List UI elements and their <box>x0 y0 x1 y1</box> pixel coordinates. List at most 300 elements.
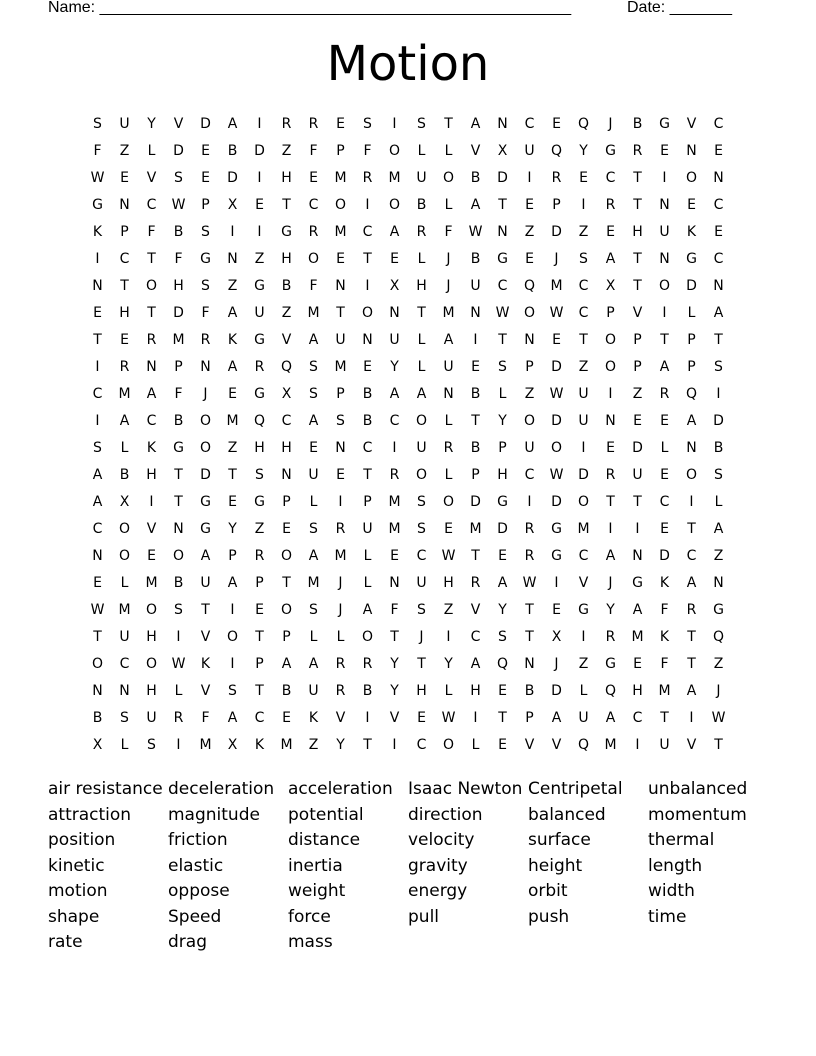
grid-letter[interactable]: Y <box>390 683 399 699</box>
grid-letter[interactable]: N <box>92 278 103 294</box>
grid-letter[interactable]: I <box>95 413 100 429</box>
grid-letter[interactable]: W <box>468 224 483 240</box>
grid-letter[interactable]: Y <box>228 521 237 537</box>
grid-letter[interactable]: D <box>686 278 697 294</box>
grid-letter[interactable]: O <box>145 278 158 294</box>
grid-letter[interactable]: O <box>577 494 590 510</box>
grid-letter[interactable]: I <box>635 737 640 753</box>
grid-letter[interactable]: B <box>416 197 427 213</box>
grid-letter[interactable]: J <box>608 116 613 132</box>
grid-letter[interactable]: T <box>282 575 291 591</box>
grid-letter[interactable]: E <box>363 359 372 375</box>
grid-letter[interactable]: I <box>527 170 532 186</box>
grid-letter[interactable]: E <box>336 467 345 483</box>
grid-letter[interactable]: J <box>338 575 343 591</box>
grid-letter[interactable]: T <box>714 332 723 348</box>
grid-letter[interactable]: M <box>334 170 347 186</box>
grid-letter[interactable]: U <box>416 170 427 186</box>
grid-letter[interactable]: A <box>308 548 319 564</box>
grid-letter[interactable]: L <box>471 737 480 753</box>
grid-letter[interactable]: A <box>605 251 616 267</box>
grid-letter[interactable]: S <box>498 629 507 645</box>
grid-letter[interactable]: C <box>146 413 157 429</box>
grid-letter[interactable]: C <box>119 656 130 672</box>
grid-letter[interactable]: A <box>308 332 319 348</box>
grid-letter[interactable]: D <box>173 305 184 321</box>
grid-letter[interactable]: E <box>498 683 507 699</box>
grid-letter[interactable]: S <box>309 602 318 618</box>
grid-letter[interactable]: O <box>226 629 239 645</box>
grid-letter[interactable]: S <box>174 170 183 186</box>
grid-letter[interactable]: B <box>281 278 292 294</box>
grid-letter[interactable]: H <box>632 224 643 240</box>
grid-letter[interactable]: P <box>336 386 345 402</box>
grid-letter[interactable]: E <box>498 548 507 564</box>
grid-letter[interactable]: E <box>552 602 561 618</box>
grid-letter[interactable]: D <box>200 467 211 483</box>
grid-letter[interactable]: C <box>578 548 589 564</box>
grid-letter[interactable]: G <box>605 656 616 672</box>
grid-letter[interactable]: W <box>549 386 564 402</box>
grid-letter[interactable]: E <box>606 440 615 456</box>
grid-letter[interactable]: R <box>335 521 346 537</box>
grid-letter[interactable]: Z <box>632 386 643 402</box>
grid-letter[interactable]: Z <box>227 440 238 456</box>
grid-letter[interactable]: M <box>145 575 158 591</box>
grid-letter[interactable]: R <box>362 170 373 186</box>
grid-letter[interactable]: E <box>255 197 264 213</box>
grid-letter[interactable]: H <box>146 683 157 699</box>
grid-letter[interactable]: T <box>363 467 372 483</box>
grid-letter[interactable]: E <box>525 197 534 213</box>
grid-letter[interactable]: T <box>120 278 129 294</box>
grid-letter[interactable]: T <box>633 494 642 510</box>
grid-letter[interactable]: S <box>417 494 426 510</box>
grid-letter[interactable]: O <box>145 656 158 672</box>
grid-letter[interactable]: J <box>716 683 721 699</box>
grid-letter[interactable]: I <box>257 224 262 240</box>
grid-letter[interactable]: C <box>362 224 373 240</box>
grid-letter[interactable]: D <box>551 494 562 510</box>
grid-letter[interactable]: J <box>554 251 559 267</box>
grid-letter[interactable]: V <box>632 305 643 321</box>
grid-letter[interactable]: O <box>334 197 347 213</box>
grid-letter[interactable]: G <box>551 521 562 537</box>
grid-letter[interactable]: N <box>605 413 616 429</box>
grid-letter[interactable]: U <box>416 575 427 591</box>
grid-letter[interactable]: O <box>415 467 428 483</box>
grid-letter[interactable]: H <box>281 440 292 456</box>
grid-letter[interactable]: E <box>228 494 237 510</box>
grid-letter[interactable]: A <box>686 683 697 699</box>
grid-letter[interactable]: S <box>336 413 345 429</box>
grid-letter[interactable]: B <box>713 440 724 456</box>
grid-letter[interactable]: N <box>443 386 454 402</box>
grid-letter[interactable]: R <box>605 629 616 645</box>
grid-letter[interactable]: G <box>254 332 265 348</box>
grid-letter[interactable]: T <box>363 737 372 753</box>
grid-letter[interactable]: F <box>201 710 210 726</box>
grid-letter[interactable]: H <box>470 683 481 699</box>
grid-letter[interactable]: D <box>632 440 643 456</box>
grid-letter[interactable]: E <box>120 332 129 348</box>
grid-letter[interactable]: B <box>470 440 481 456</box>
grid-letter[interactable]: W <box>90 602 105 618</box>
grid-letter[interactable]: U <box>308 467 319 483</box>
grid-letter[interactable]: H <box>173 278 184 294</box>
grid-letter[interactable]: A <box>551 710 562 726</box>
grid-letter[interactable]: I <box>365 710 370 726</box>
grid-letter[interactable]: T <box>444 116 453 132</box>
grid-letter[interactable]: N <box>497 224 508 240</box>
grid-letter[interactable]: M <box>334 548 347 564</box>
grid-letter[interactable]: Y <box>336 737 345 753</box>
grid-letter[interactable]: I <box>581 197 586 213</box>
grid-letter[interactable]: T <box>336 305 345 321</box>
grid-letter[interactable]: N <box>173 521 184 537</box>
grid-letter[interactable]: F <box>390 602 399 618</box>
grid-letter[interactable]: L <box>660 440 669 456</box>
grid-letter[interactable]: U <box>470 278 481 294</box>
grid-letter[interactable]: E <box>93 305 102 321</box>
grid-letter[interactable]: L <box>687 305 696 321</box>
grid-letter[interactable]: M <box>658 683 671 699</box>
grid-letter[interactable]: S <box>93 116 102 132</box>
grid-letter[interactable]: G <box>605 143 616 159</box>
grid-letter[interactable]: R <box>551 170 562 186</box>
grid-letter[interactable]: R <box>200 332 211 348</box>
grid-letter[interactable]: B <box>173 224 184 240</box>
grid-letter[interactable]: I <box>635 521 640 537</box>
grid-letter[interactable]: B <box>470 251 481 267</box>
grid-letter[interactable]: X <box>551 629 562 645</box>
grid-letter[interactable]: G <box>92 197 103 213</box>
grid-letter[interactable]: X <box>389 278 400 294</box>
grid-letter[interactable]: Q <box>253 413 266 429</box>
grid-letter[interactable]: A <box>146 386 157 402</box>
grid-letter[interactable]: E <box>147 548 156 564</box>
grid-letter[interactable]: E <box>714 224 723 240</box>
grid-letter[interactable]: C <box>119 251 130 267</box>
grid-letter[interactable]: A <box>470 197 481 213</box>
grid-letter[interactable]: V <box>551 737 562 753</box>
grid-letter[interactable]: Q <box>280 359 293 375</box>
grid-letter[interactable]: D <box>200 116 211 132</box>
grid-letter[interactable]: Z <box>281 143 292 159</box>
grid-letter[interactable]: L <box>444 683 453 699</box>
grid-letter[interactable]: I <box>446 629 451 645</box>
grid-letter[interactable]: U <box>578 413 589 429</box>
grid-letter[interactable]: D <box>551 683 562 699</box>
grid-letter[interactable]: P <box>471 467 480 483</box>
grid-letter[interactable]: V <box>524 737 535 753</box>
grid-letter[interactable]: D <box>713 413 724 429</box>
grid-letter[interactable]: R <box>335 683 346 699</box>
grid-letter[interactable]: L <box>444 413 453 429</box>
grid-letter[interactable]: A <box>227 359 238 375</box>
grid-letter[interactable]: Y <box>498 602 507 618</box>
grid-letter[interactable]: P <box>363 494 372 510</box>
grid-letter[interactable]: R <box>254 359 265 375</box>
grid-letter[interactable]: C <box>713 197 724 213</box>
grid-letter[interactable]: O <box>91 656 104 672</box>
grid-letter[interactable]: P <box>255 656 264 672</box>
grid-letter[interactable]: F <box>660 656 669 672</box>
grid-letter[interactable]: T <box>714 737 723 753</box>
grid-letter[interactable]: A <box>92 467 103 483</box>
grid-letter[interactable]: A <box>389 224 400 240</box>
grid-letter[interactable]: O <box>604 332 617 348</box>
grid-letter[interactable]: M <box>280 737 293 753</box>
grid-letter[interactable]: X <box>227 197 238 213</box>
grid-letter[interactable]: S <box>201 224 210 240</box>
grid-letter[interactable]: N <box>686 440 697 456</box>
grid-letter[interactable]: C <box>146 197 157 213</box>
grid-letter[interactable]: N <box>335 440 346 456</box>
grid-letter[interactable]: A <box>443 332 454 348</box>
grid-letter[interactable]: N <box>119 197 130 213</box>
grid-letter[interactable]: U <box>659 737 670 753</box>
grid-letter[interactable]: I <box>527 494 532 510</box>
grid-letter[interactable]: S <box>309 521 318 537</box>
grid-letter[interactable]: H <box>497 467 508 483</box>
grid-letter[interactable]: K <box>227 332 238 348</box>
grid-letter[interactable]: N <box>92 683 103 699</box>
grid-letter[interactable]: H <box>416 278 427 294</box>
grid-letter[interactable]: M <box>307 305 320 321</box>
grid-letter[interactable]: A <box>227 116 238 132</box>
grid-letter[interactable]: S <box>93 440 102 456</box>
grid-letter[interactable]: F <box>174 386 183 402</box>
grid-letter[interactable]: M <box>631 629 644 645</box>
grid-letter[interactable]: S <box>147 737 156 753</box>
grid-letter[interactable]: K <box>254 737 265 753</box>
grid-letter[interactable]: R <box>605 467 616 483</box>
grid-letter[interactable]: E <box>417 710 426 726</box>
grid-letter[interactable]: C <box>524 116 535 132</box>
grid-letter[interactable]: M <box>469 521 482 537</box>
grid-letter[interactable]: K <box>200 656 211 672</box>
grid-letter[interactable]: A <box>470 656 481 672</box>
grid-letter[interactable]: Z <box>281 305 292 321</box>
grid-letter[interactable]: Z <box>254 521 265 537</box>
grid-letter[interactable]: L <box>120 440 129 456</box>
grid-letter[interactable]: Q <box>685 386 698 402</box>
grid-letter[interactable]: T <box>147 305 156 321</box>
grid-letter[interactable]: D <box>497 170 508 186</box>
grid-letter[interactable]: E <box>660 143 669 159</box>
grid-letter[interactable]: J <box>419 629 424 645</box>
grid-letter[interactable]: P <box>525 359 534 375</box>
grid-letter[interactable]: O <box>280 602 293 618</box>
grid-letter[interactable]: I <box>95 359 100 375</box>
grid-letter[interactable]: R <box>632 143 643 159</box>
grid-letter[interactable]: Y <box>606 602 615 618</box>
grid-letter[interactable]: O <box>172 548 185 564</box>
grid-letter[interactable]: G <box>632 575 643 591</box>
grid-letter[interactable]: G <box>659 116 670 132</box>
grid-letter[interactable]: U <box>119 629 130 645</box>
grid-letter[interactable]: L <box>579 683 588 699</box>
grid-letter[interactable]: R <box>308 224 319 240</box>
grid-letter[interactable]: A <box>92 494 103 510</box>
grid-letter[interactable]: T <box>633 170 642 186</box>
grid-letter[interactable]: I <box>716 386 721 402</box>
grid-letter[interactable]: N <box>146 359 157 375</box>
grid-letter[interactable]: S <box>579 251 588 267</box>
grid-letter[interactable]: C <box>281 413 292 429</box>
grid-letter[interactable]: H <box>632 683 643 699</box>
grid-letter[interactable]: D <box>659 548 670 564</box>
grid-letter[interactable]: P <box>633 332 642 348</box>
grid-letter[interactable]: O <box>199 413 212 429</box>
grid-letter[interactable]: I <box>230 224 235 240</box>
grid-letter[interactable]: B <box>362 386 373 402</box>
grid-letter[interactable]: A <box>389 386 400 402</box>
grid-letter[interactable]: E <box>444 521 453 537</box>
grid-letter[interactable]: A <box>308 656 319 672</box>
grid-letter[interactable]: I <box>554 575 559 591</box>
grid-letter[interactable]: E <box>390 548 399 564</box>
grid-letter[interactable]: U <box>389 332 400 348</box>
grid-letter[interactable]: R <box>470 575 481 591</box>
grid-letter[interactable]: N <box>362 332 373 348</box>
grid-letter[interactable]: C <box>713 251 724 267</box>
grid-letter[interactable]: W <box>441 710 456 726</box>
grid-letter[interactable]: E <box>552 116 561 132</box>
grid-letter[interactable]: T <box>255 629 264 645</box>
grid-letter[interactable]: D <box>551 224 562 240</box>
grid-letter[interactable]: P <box>498 440 507 456</box>
grid-letter[interactable]: A <box>686 413 697 429</box>
grid-letter[interactable]: O <box>604 359 617 375</box>
grid-letter[interactable]: P <box>687 359 696 375</box>
grid-letter[interactable]: T <box>633 278 642 294</box>
grid-letter[interactable]: Z <box>713 548 724 564</box>
grid-letter[interactable]: S <box>201 278 210 294</box>
grid-letter[interactable]: B <box>470 170 481 186</box>
grid-letter[interactable]: Z <box>578 224 589 240</box>
grid-letter[interactable]: O <box>388 197 401 213</box>
grid-letter[interactable]: S <box>174 602 183 618</box>
grid-letter[interactable]: C <box>713 116 724 132</box>
grid-letter[interactable]: L <box>336 629 345 645</box>
grid-letter[interactable]: T <box>606 494 615 510</box>
grid-letter[interactable]: I <box>365 197 370 213</box>
grid-letter[interactable]: A <box>605 710 616 726</box>
grid-letter[interactable]: S <box>309 359 318 375</box>
grid-letter[interactable]: H <box>281 170 292 186</box>
grid-letter[interactable]: M <box>334 359 347 375</box>
grid-letter[interactable]: I <box>392 440 397 456</box>
grid-letter[interactable]: S <box>363 116 372 132</box>
grid-letter[interactable]: E <box>660 413 669 429</box>
grid-letter[interactable]: J <box>554 656 559 672</box>
grid-letter[interactable]: J <box>608 575 613 591</box>
grid-letter[interactable]: E <box>309 440 318 456</box>
grid-letter[interactable]: D <box>578 467 589 483</box>
grid-letter[interactable]: I <box>473 332 478 348</box>
grid-letter[interactable]: S <box>417 521 426 537</box>
grid-letter[interactable]: A <box>713 521 724 537</box>
grid-letter[interactable]: E <box>633 413 642 429</box>
grid-letter[interactable]: F <box>201 305 210 321</box>
grid-letter[interactable]: B <box>173 575 184 591</box>
grid-letter[interactable]: B <box>173 413 184 429</box>
grid-letter[interactable]: N <box>335 278 346 294</box>
grid-letter[interactable]: X <box>227 737 238 753</box>
grid-letter[interactable]: B <box>281 683 292 699</box>
grid-letter[interactable]: A <box>497 575 508 591</box>
grid-letter[interactable]: C <box>92 521 103 537</box>
grid-letter[interactable]: E <box>498 737 507 753</box>
grid-letter[interactable]: E <box>201 170 210 186</box>
grid-letter[interactable]: Q <box>604 683 617 699</box>
grid-letter[interactable]: E <box>228 386 237 402</box>
grid-letter[interactable]: T <box>687 521 696 537</box>
grid-letter[interactable]: T <box>417 656 426 672</box>
grid-letter[interactable]: R <box>281 116 292 132</box>
grid-letter[interactable]: C <box>497 278 508 294</box>
grid-letter[interactable]: T <box>363 251 372 267</box>
grid-letter[interactable]: W <box>495 305 510 321</box>
grid-letter[interactable]: G <box>200 251 211 267</box>
grid-letter[interactable]: X <box>281 386 292 402</box>
grid-letter[interactable]: O <box>685 467 698 483</box>
grid-letter[interactable]: O <box>307 251 320 267</box>
grid-letter[interactable]: A <box>227 710 238 726</box>
grid-letter[interactable]: E <box>714 143 723 159</box>
grid-letter[interactable]: U <box>524 143 535 159</box>
grid-letter[interactable]: N <box>524 656 535 672</box>
grid-letter[interactable]: I <box>689 710 694 726</box>
grid-letter[interactable]: V <box>146 170 157 186</box>
grid-letter[interactable]: W <box>522 575 537 591</box>
grid-letter[interactable]: I <box>392 737 397 753</box>
grid-letter[interactable]: X <box>497 143 508 159</box>
grid-letter[interactable]: G <box>551 548 562 564</box>
grid-letter[interactable]: I <box>392 116 397 132</box>
grid-letter[interactable]: A <box>281 656 292 672</box>
grid-letter[interactable]: E <box>390 251 399 267</box>
grid-letter[interactable]: U <box>524 440 535 456</box>
grid-letter[interactable]: K <box>686 224 697 240</box>
grid-letter[interactable]: N <box>200 359 211 375</box>
grid-letter[interactable]: F <box>444 224 453 240</box>
grid-letter[interactable]: G <box>686 251 697 267</box>
grid-letter[interactable]: I <box>581 440 586 456</box>
grid-letter[interactable]: P <box>687 332 696 348</box>
grid-letter[interactable]: Z <box>308 737 319 753</box>
grid-letter[interactable]: N <box>713 575 724 591</box>
grid-letter[interactable]: K <box>92 224 103 240</box>
grid-letter[interactable]: N <box>389 305 400 321</box>
grid-letter[interactable]: M <box>442 305 455 321</box>
grid-letter[interactable]: I <box>662 170 667 186</box>
grid-letter[interactable]: N <box>632 548 643 564</box>
grid-letter[interactable]: E <box>606 224 615 240</box>
grid-letter[interactable]: W <box>549 305 564 321</box>
grid-letter[interactable]: N <box>659 251 670 267</box>
grid-letter[interactable]: N <box>686 143 697 159</box>
grid-letter[interactable]: N <box>713 170 724 186</box>
grid-letter[interactable]: T <box>282 197 291 213</box>
grid-letter[interactable]: V <box>281 332 292 348</box>
grid-letter[interactable]: H <box>146 467 157 483</box>
grid-letter[interactable]: F <box>363 143 372 159</box>
grid-letter[interactable]: E <box>255 602 264 618</box>
grid-letter[interactable]: I <box>689 494 694 510</box>
